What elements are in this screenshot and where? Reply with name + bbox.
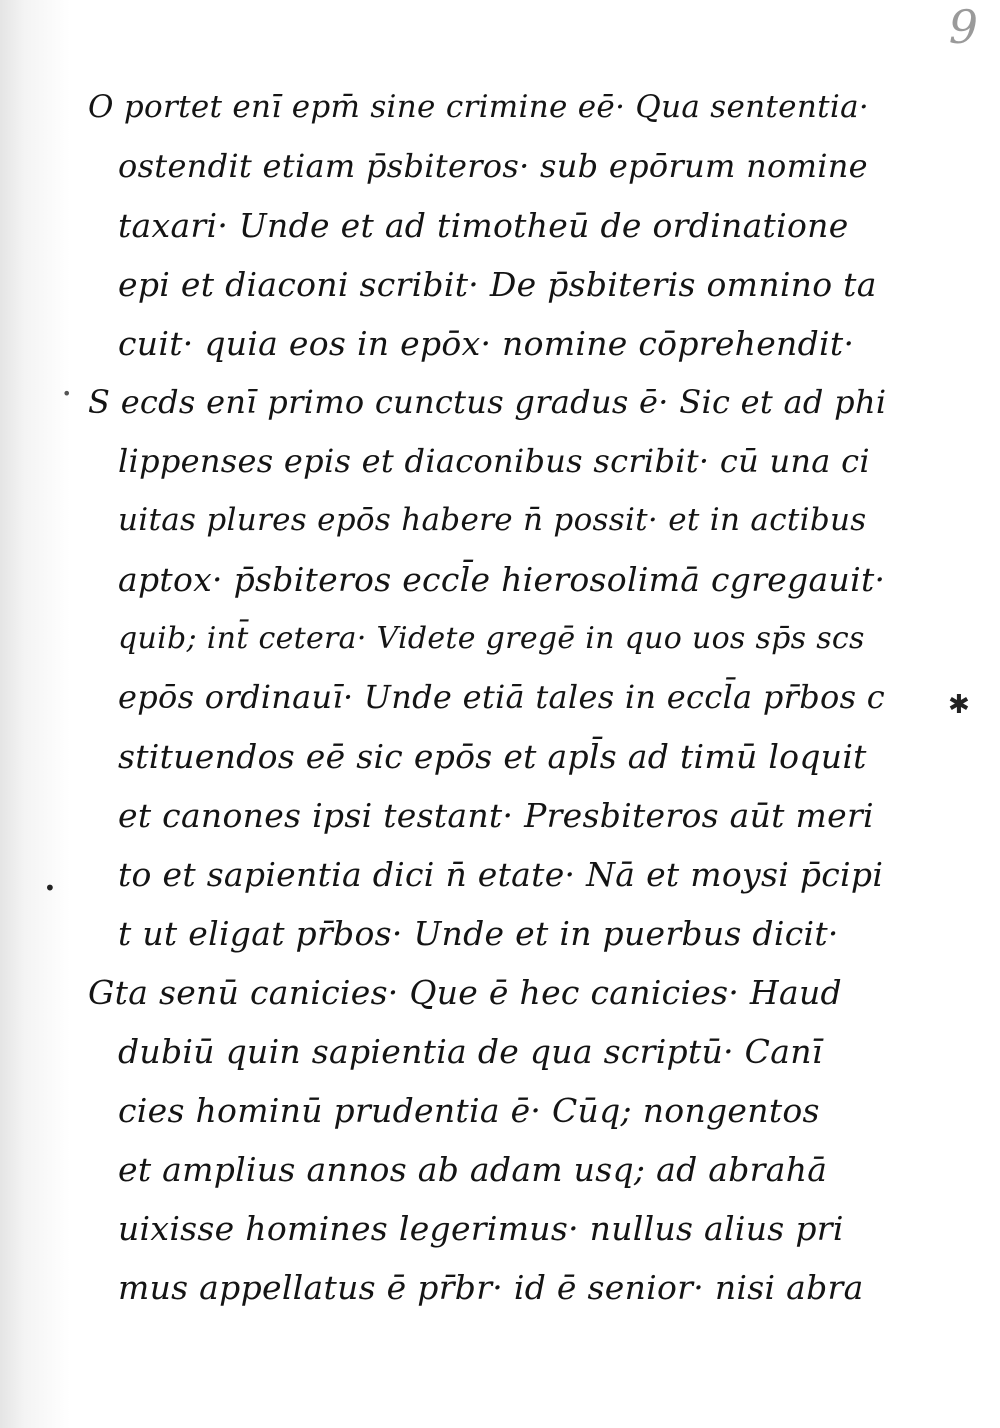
text-line: Gta senū canicies· Que ē hec canicies· Haud: [88, 973, 842, 1012]
text-line: to et sapientia dici n̄ etate· Nā et moysi p̄cipi: [118, 855, 884, 894]
text-line: O portet enī epm̄ sine crimine eē· Qua sententia·: [88, 89, 869, 125]
paragraph-mark-dot: •: [62, 384, 72, 403]
binding-shadow: [0, 0, 70, 1428]
text-line: cuit· quia eos in epōx· nomine cōprehendit·: [118, 324, 855, 363]
text-line: lippenses epis et diaconibus scribit· cū una ci: [118, 442, 870, 480]
text-line: dubiū quin sapientia de qua scriptū· Canī: [118, 1032, 823, 1071]
text-line: ostendit etiam p̄sbiteros· sub epōrum nomine: [118, 147, 868, 185]
text-line: aptox· p̄sbiteros eccl̄e hierosolimā cgregauit·: [118, 560, 886, 599]
text-line: epōs ordinauī· Unde etiā tales in eccl̄a pr̄bos c: [118, 678, 886, 716]
stray-ink-blot: ✱: [948, 690, 970, 720]
text-line: uitas plures epōs habere n̄ possit· et in actibus: [118, 502, 867, 538]
text-line: mus appellatus ē pr̄br· id ē senior· nisi abra: [118, 1268, 864, 1307]
text-line: taxari· Unde et ad timotheū de ordinatione: [118, 206, 849, 245]
text-line: S ecds enī primo cunctus gradus ē· Sic et ad phi: [88, 383, 887, 421]
text-line: epi et diaconi scribit· De p̄sbiteris omnino ta: [118, 265, 877, 304]
stray-ink-dot: •: [44, 876, 56, 900]
text-line: et canones ipsi testant· Presbiteros aūt meri: [118, 796, 874, 835]
text-line: stituendos eē sic epōs et apl̄s ad timū loquit: [118, 737, 867, 776]
text-line: quib; int̄ cetera· Videte gregē in quo uos sp̄s scs: [118, 621, 865, 656]
text-line: et amplius annos ab adam usq; ad abrahā: [118, 1150, 828, 1189]
text-block: [88, 78, 888, 1317]
folio-number: 9: [948, 0, 978, 54]
text-line: t ut eligat pr̄bos· Unde et in puerbus dicit·: [118, 914, 839, 953]
text-line: cies hominū prudentia ē· Cūq; nongentos: [118, 1091, 820, 1130]
text-line: uixisse homines legerimus· nullus alius pri: [118, 1209, 844, 1248]
